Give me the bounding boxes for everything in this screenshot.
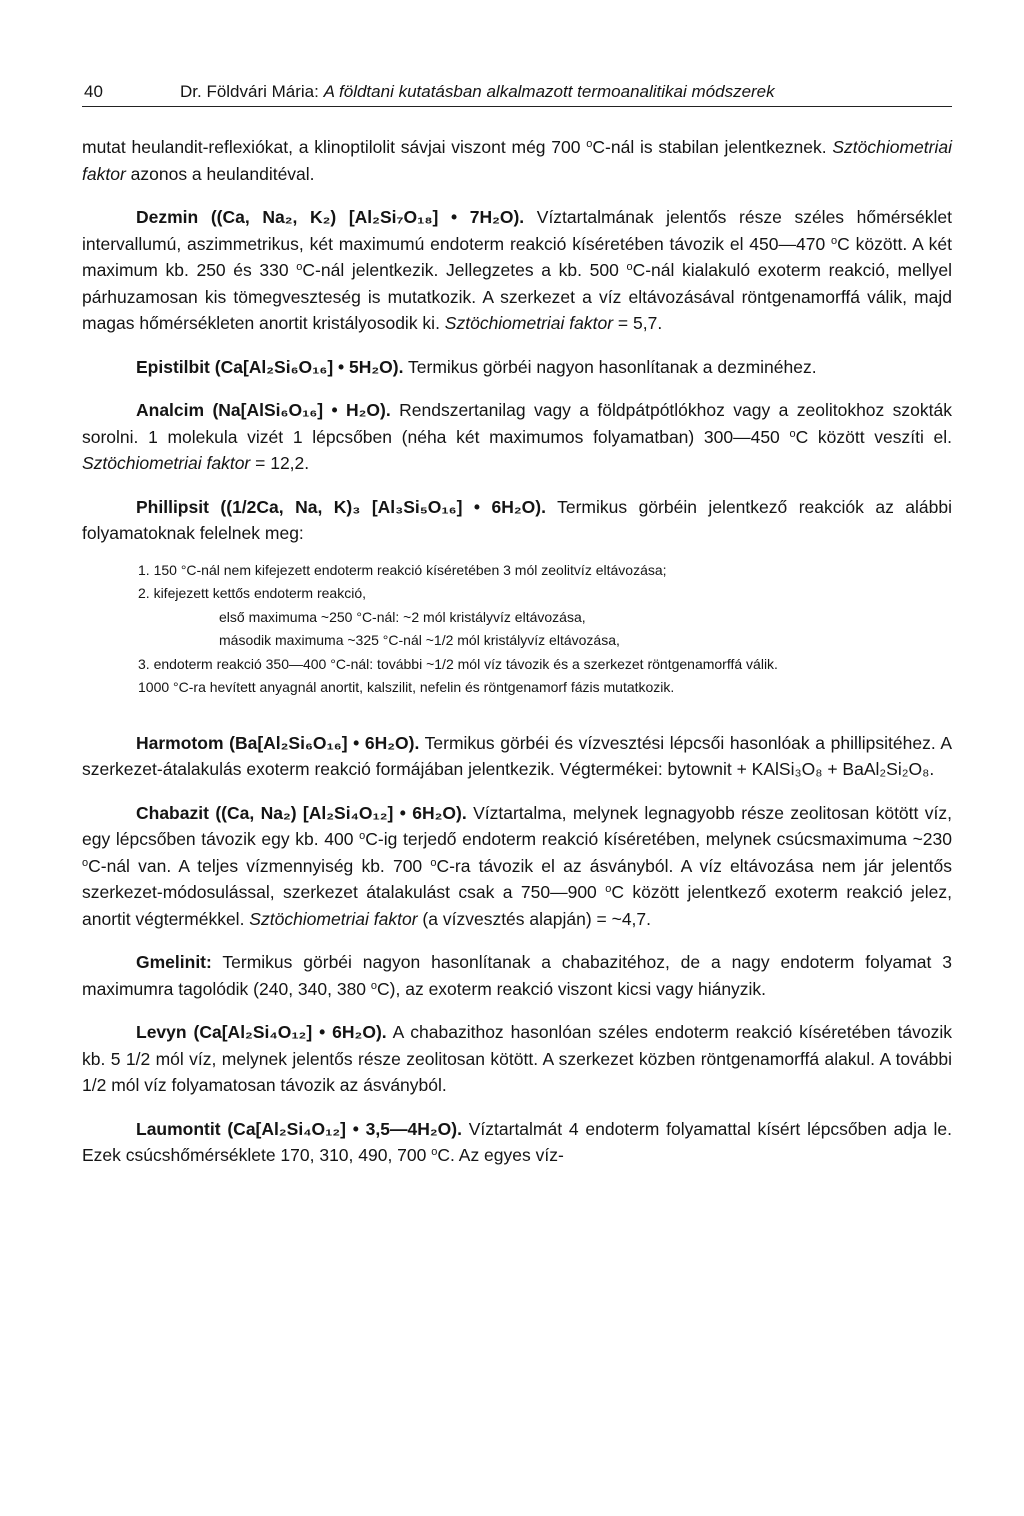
- mineral-name-gmelinit: Gmelinit:: [136, 952, 212, 972]
- list-item: 1. 150 °C-nál nem kifejezett endoterm reakció kíséretében 3 mól zeolitvíz eltávozása;: [138, 561, 667, 578]
- mineral-name-levyn: Levyn: [136, 1022, 187, 1042]
- header-book-title: A földtani kutatásban alkalmazott termoanalitikai módszerek: [323, 82, 775, 101]
- list-item: első maximuma ~250 °C-nál: ~2 mól kristályvíz eltávozása,: [219, 608, 586, 625]
- paragraph-dezmin: Dezmin ((Ca, Na₂, K₂) [Al₂Si₇O₁₈] • 7H₂O). Víztartalmának jelentős része széles hőmérséklet intervallumú, aszimmetrikus, két maximumú endoterm reakció kíséretében távozik el 450—470 $^o$C között. A két maximum kb. 250 és 330 $^o$C-nál jelentkezik. Jellegzetes a kb. 500 $^o$C-nál kialakuló exoterm reakció, mellyel párhuzamosan kis tömegveszteség is mutatkozik. A szerkezet a víz eltávozásával röntgenamorffá válik, majd magas hőmérsékleten anortit kristályosodik ki. Sztöchiometriai faktor = 5,7.: [82, 207, 952, 333]
- list-item: 1000 °C-ra hevített anyagnál anortit, kalszilit, nefelin és röntgenamorf fázis mutatkozik.: [138, 679, 675, 695]
- header-author: Dr. Földvári Mária:: [180, 82, 324, 101]
- paragraph-laumontit: Laumontit (Ca[Al₂Si₄O₁₂] • 3,5—4H₂O). Víztartalmát 4 endoterm folyamattal kísért lépcsőben adja le. Ezek csúcshőmérséklete 170, 310, 490, 700 $^o$C. Az egyes víz-: [82, 1118, 952, 1165]
- mineral-name-dezmin: Dezmin: [136, 207, 199, 227]
- page-header: [82, 78, 952, 107]
- paragraph-levyn: Levyn (Ca[Al₂Si₄O₁₂] • 6H₂O). A chabazithoz hasonlóan széles endoterm reakció kíséretében távozik kb. 5 1/2 mól víz, melynek jelentős része zeolitosan kötött. A szerkezet közben röntgenamorffá alakul. A további 1/2 mól víz folyamatosan távozik az ásványból.: [82, 1022, 952, 1095]
- list-item: 2. kifejezett kettős endoterm reakció,: [138, 585, 366, 601]
- paragraph-harmotom: Harmotom (Ba[Al₂Si₆O₁₆] • 6H₂O). Termikus görbéi és vízvesztési lépcsői hasonlóak a phillipsitéhez. A szerkezet-átalakulás exoterm reakció formájában jelentkezik. Végtermékei: bytownit + KAlSi₃O₈ + BaAl₂Si₂O₈.: [82, 732, 952, 779]
- page-number: 40: [84, 82, 103, 101]
- paragraph-analcim: Analcim (Na[AlSi₆O₁₆] • H₂O). Rendszertanilag vagy a földpátpótlókhoz vagy a zeolitokhoz szokták sorolni. 1 molekula vizét 1 lépcsőben (néha két maximumos folyamatban) 300—450 $^o$C között veszíti el. Sztöchiometriai faktor = 12,2.: [82, 400, 953, 473]
- paragraph-heulandit-continuation: mutat heulandit-reflexiókat, a klinoptilolit sávjai viszont még 700 $^o$C-nál is stabilan jelentkeznek. Sztöchiometriai faktor azonos a heulanditéval.: [82, 137, 952, 184]
- mineral-name-analcim: Analcim: [136, 400, 205, 420]
- document-page: [82, 78, 952, 1169]
- mineral-name-chabazit: Chabazit: [136, 802, 209, 823]
- mineral-name-epistilbit: Epistilbit: [136, 356, 210, 377]
- mineral-name-laumontit: Laumontit: [136, 1118, 221, 1139]
- paragraph-phillipsit: Phillipsit ((1/2Ca, Na, K)₃ [Al₃Si₅O₁₆] • 6H₂O). Termikus görbéin jelentkező reakciók az alábbi folyamatoknak felelnek meg:: [82, 496, 952, 543]
- mineral-name-harmotom: Harmotom: [136, 732, 224, 753]
- paragraph-epistilbit: Epistilbit (Ca[Al₂Si₆O₁₆] • 5H₂O). Termikus görbéi nagyon hasonlítanak a dezminéhez.: [136, 356, 817, 377]
- list-item: második maximuma ~325 °C-nál ~1/2 mól kristályvíz eltávozása,: [219, 632, 620, 648]
- phillipsit-reaction-list: [82, 559, 952, 700]
- list-item: 3. endoterm reakció 350—400 °C-nál: további ~1/2 mól víz távozik és a szerkezet röntgenamorffá válik.: [138, 655, 778, 672]
- paragraph-gmelinit: Gmelinit: Termikus görbéi nagyon hasonlítanak a chabazitéhoz, de a nagy endoterm folyamat 3 maximumra tagolódik (240, 340, 380 $^o$C), az exoterm reakció viszont kicsi vagy hiányzik.: [82, 952, 952, 999]
- running-title: [180, 82, 775, 102]
- mineral-name-phillipsit: Phillipsit: [136, 496, 209, 517]
- paragraph-chabazit: Chabazit ((Ca, Na₂) [Al₂Si₄O₁₂] • 6H₂O). Víztartalma, melynek legnagyobb része zeolitosan kötött víz, egy lépcsőben távozik egy kb. 400 $^o$C-ig terjedő endoterm reakció kíséretében, melynek csúcsmaximuma ~230 $^o$C-nál van. A teljes vízmennyiség kb. 700 $^o$C-ra távozik el az ásványból. A víz eltávozása nem jár jelentős szerkezet-módosulással, szerkezet átalakulást csak a 750—900 $^o$C között jelentkező exoterm reakció jelez, anortit végtermékkel. Sztöchiometriai faktor (a vízvesztés alapján) = ~4,7.: [82, 802, 952, 929]
